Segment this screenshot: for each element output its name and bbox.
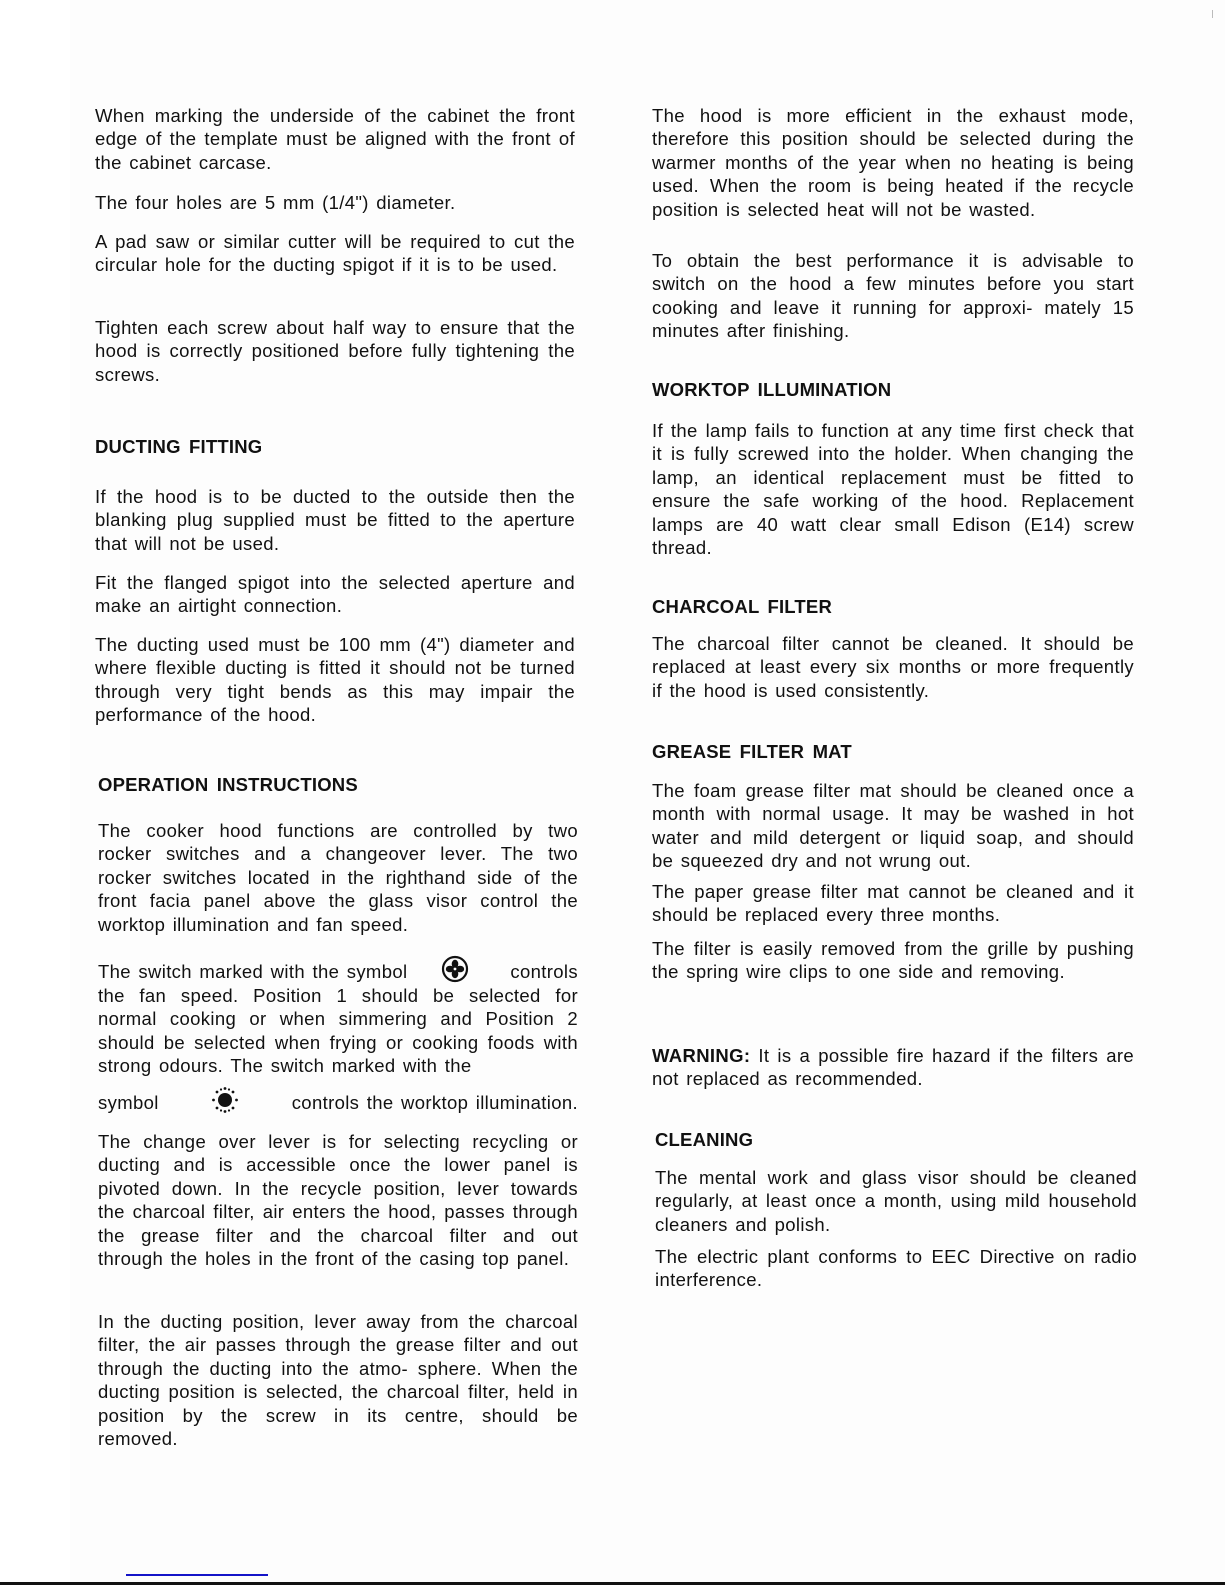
paragraph: The four holes are 5 mm (1/4") diameter. (95, 192, 456, 213)
paragraph: The cooker hood functions are controlled by two rocker switches and a changeover lever. The two rocker switches located in the righthand side of the front facia panel above the glass visor control the worktop illumination and fan speed. (98, 820, 578, 935)
paragraph: the fan speed. Position 1 should be selected for normal cooking or when simmering and Position 2 should be selected when frying or cooking foods with strong odours. The switch marked with the (98, 985, 578, 1077)
section-heading: CLEANING (655, 1129, 754, 1150)
section-heading: OPERATION INSTRUCTIONS (98, 774, 358, 795)
paragraph: The ducting used must be 100 mm (4") diameter and where flexible ducting is fitted it should not be turned through very tight bends as this may impair the performance of the hood. (95, 634, 575, 726)
warning-paragraph (652, 1044, 1134, 1091)
paragraph: The paper grease filter mat cannot be cleaned and it should be replaced every three months. (652, 881, 1134, 926)
warning-label: WARNING: (652, 1045, 751, 1066)
paragraph: A pad saw or similar cutter will be required to cut the circular hole for the ducting spigot if it is to be used. (95, 231, 575, 276)
paragraph: If the lamp fails to function at any time first check that it is fully screwed into the holder. When changing the lamp, an identical replacement must be fitted to ensure the safe working of the hood. Replacement lamps are 40 watt clear small Edison (E14) screw thread. (652, 420, 1134, 559)
section-heading: CHARCOAL FILTER (652, 596, 833, 617)
section-heading: GREASE FILTER MAT (652, 741, 852, 762)
paragraph: To obtain the best performance it is advisable to switch on the hood a few minutes before you start cooking and leave it running for approxi- mately 15 minutes after finishing. (652, 250, 1134, 342)
text-span: controls (510, 961, 578, 982)
warning-text: It is a possible fire hazard if the filters are not replaced as recommended. (652, 1045, 1134, 1090)
paragraph: Tighten each screw about half way to ensure that the hood is correctly positioned before fully tightening the screws. (95, 317, 575, 385)
paragraph: The filter is easily removed from the grille by pushing the spring wire clips to one side and removing. (652, 938, 1134, 983)
paragraph: In the ducting position, lever away from the charcoal filter, the air passes through the grease filter and out through the ducting into the atmo- sphere. When the ducting position is selected, the charcoal filter, held in position by the screw in its centre, should be removed. (98, 1311, 578, 1450)
section-heading: WORKTOP ILLUMINATION (652, 379, 892, 400)
text-span: symbol (98, 1092, 159, 1113)
paragraph: If the hood is to be ducted to the outside then the blanking plug supplied must be fitted to the aperture that will not be used. (95, 486, 575, 554)
scan-mark (1212, 10, 1213, 18)
text-span: The switch marked with the symbol (98, 961, 408, 982)
paragraph: The hood is more efficient in the exhaust mode, therefore this position should be selected during the warmer months of the year when no heating is being used. When the room is being heated if the recycle position is selected heat will not be wasted. (652, 105, 1134, 220)
light-symbol-line (98, 1085, 578, 1120)
section-heading: DUCTING FITTING (95, 436, 263, 457)
paragraph: The change over lever is for selecting recycling or ducting and is accessible once the lower panel is pivoted down. In the recycle position, lever towards the charcoal filter, air enters the hood, passes through the grease filter and the charcoal filter and out through the holes in the front of the casing top panel. (98, 1131, 578, 1270)
page-margin (0, 0, 70, 1585)
paragraph: The electric plant conforms to EEC Directive on radio interference. (655, 1246, 1137, 1291)
footer-link-underline[interactable] (126, 1574, 268, 1576)
paragraph: The foam grease filter mat should be cleaned once a month with normal usage. It may be washed in hot water and mild detergent or liquid soap, and should be squeezed dry and not wrung out. (652, 780, 1134, 872)
paragraph: The charcoal filter cannot be cleaned. It should be replaced at least every six months or more frequently if the hood is used consistently. (652, 633, 1134, 701)
text-span: controls the worktop illumination. (291, 1092, 578, 1113)
paragraph: Fit the flanged spigot into the selected aperture and make an airtight connection. (95, 572, 575, 617)
paragraph: When marking the underside of the cabinet the front edge of the template must be aligned with the front of the cabinet carcase. (95, 105, 575, 173)
light-icon (210, 1085, 240, 1120)
paragraph: The mental work and glass visor should be cleaned regularly, at least once a month, using mild household cleaners and polish. (655, 1167, 1137, 1235)
